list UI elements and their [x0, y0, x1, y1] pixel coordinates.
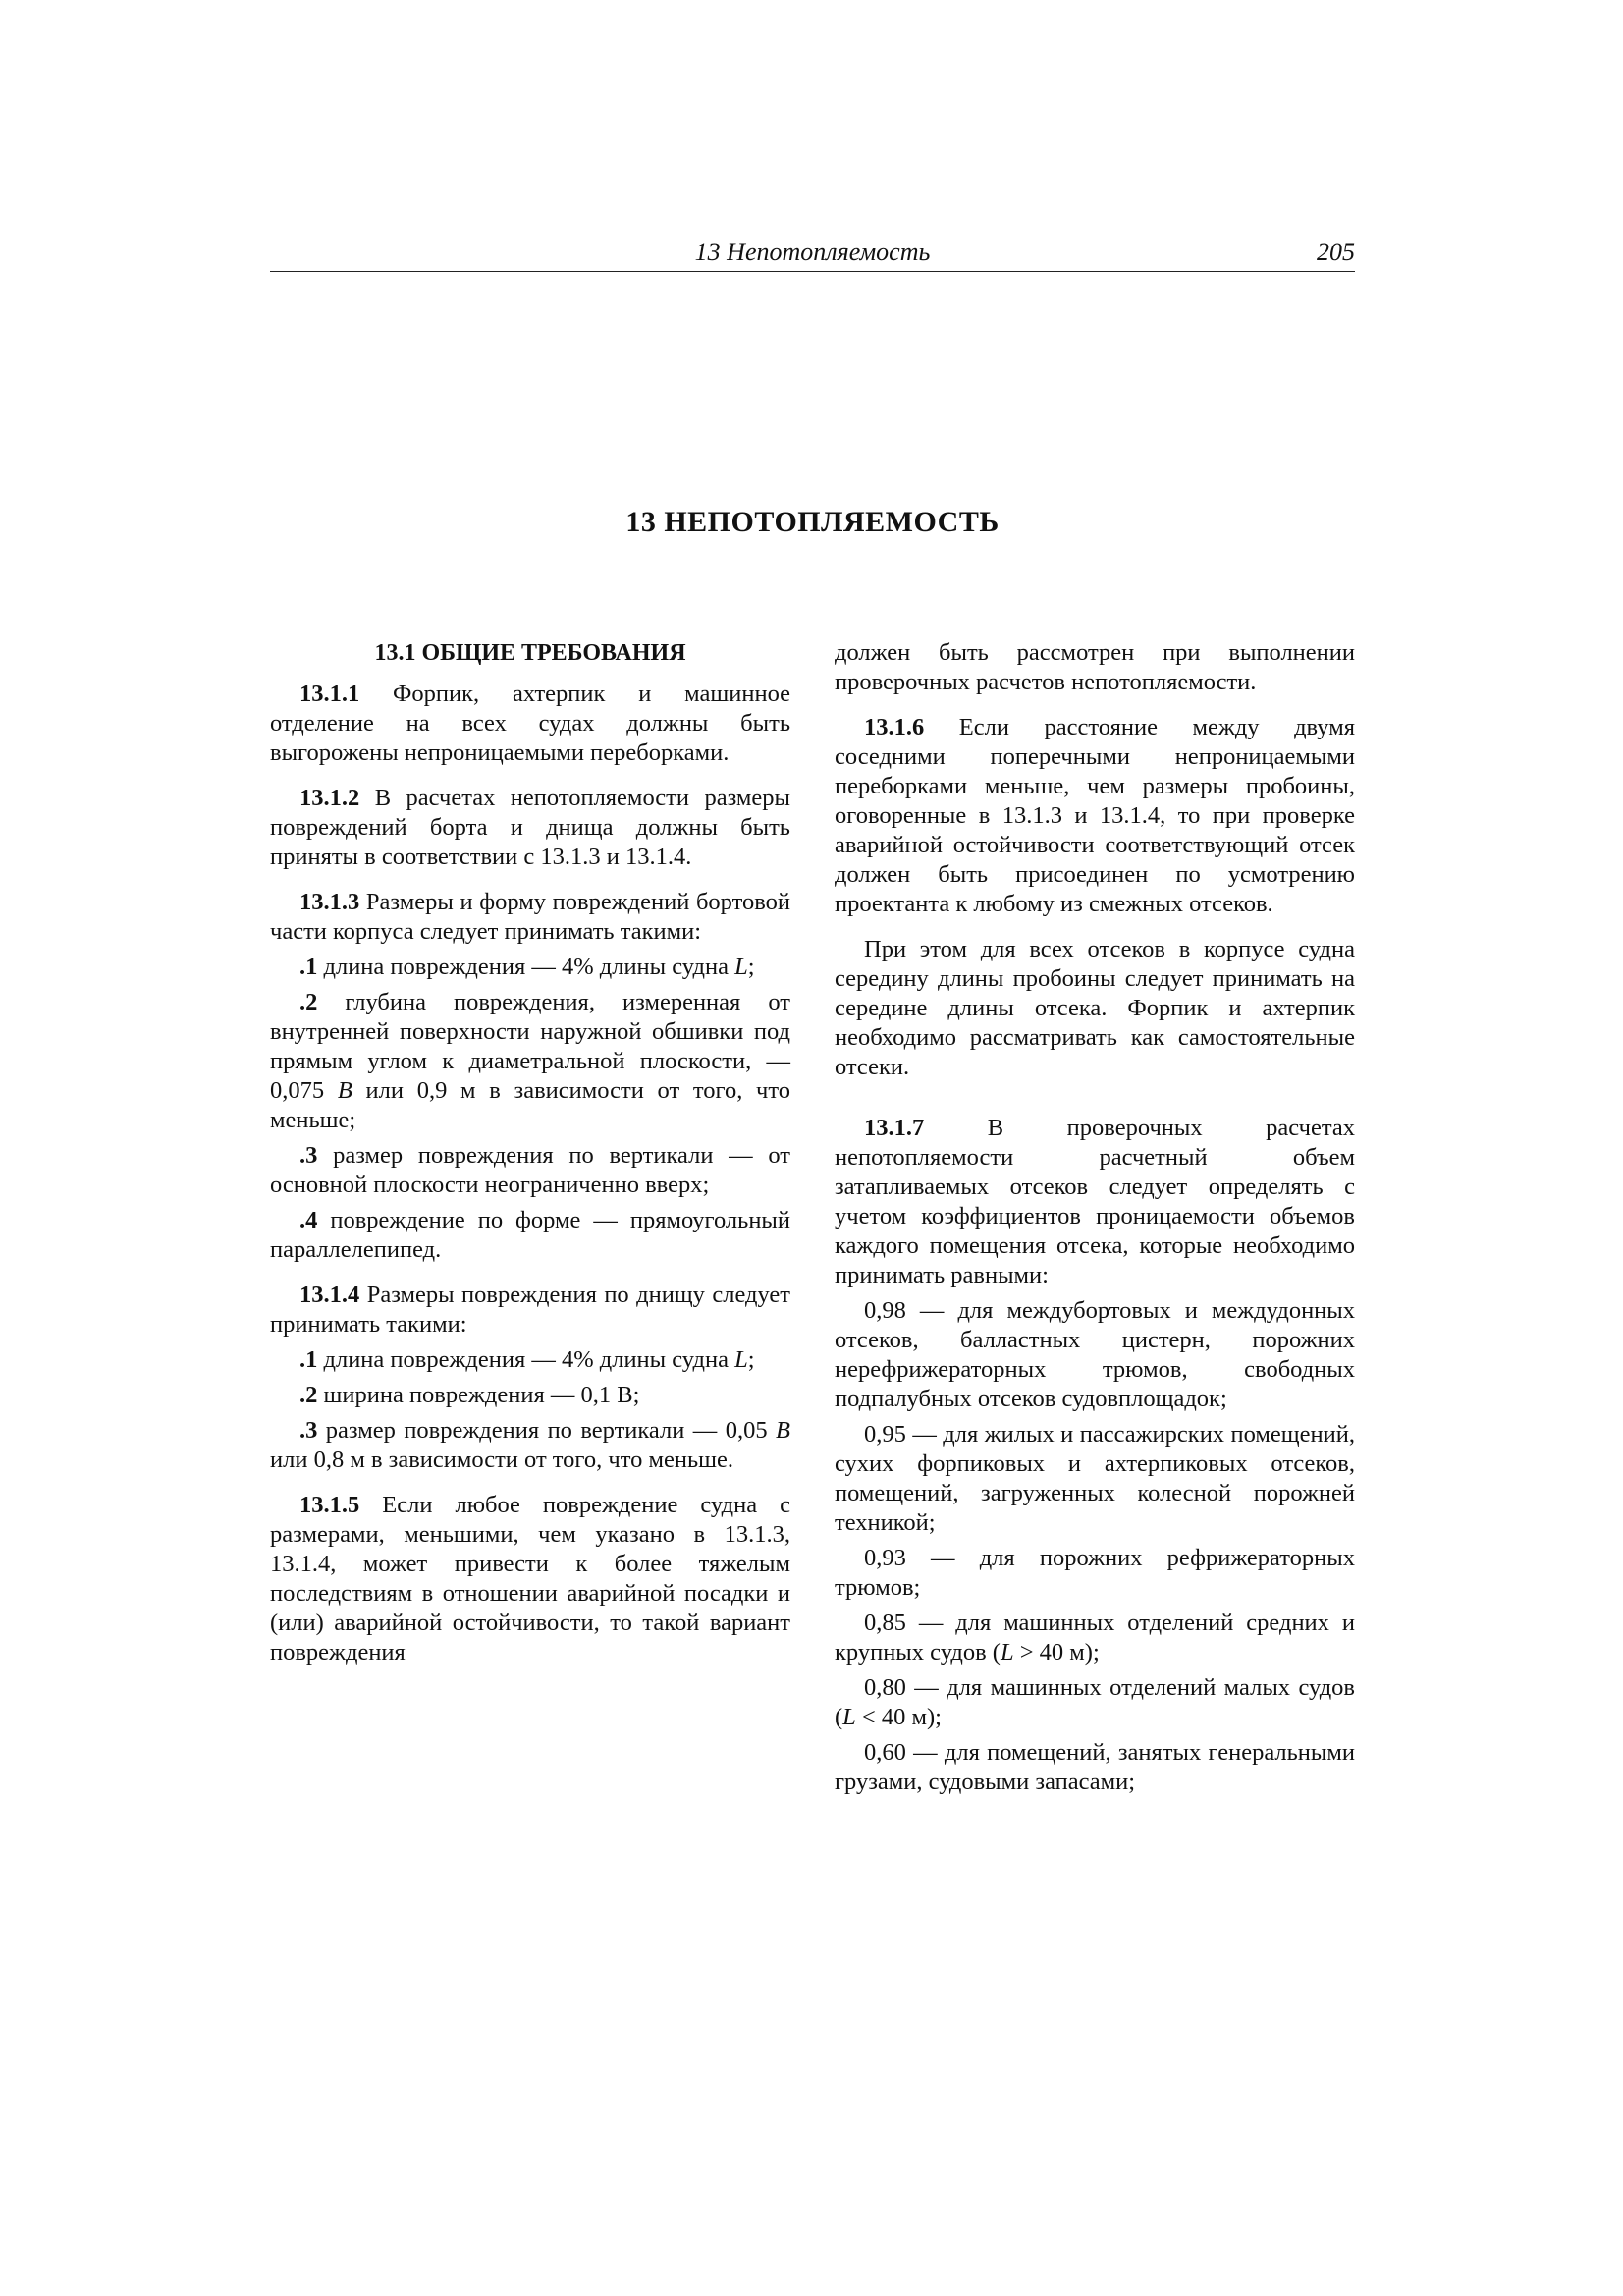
clause-number: 13.1.4	[299, 1282, 360, 1308]
item-number: .3	[299, 1417, 318, 1444]
variable-B: B	[337, 1077, 352, 1104]
coefficient-item	[835, 1673, 1355, 1732]
paragraph-13-1-6-b: При этом для всех отсеков в корпусе судна середину длины пробоины следует принимать на середине длины отсека. Форпик и ахтерпик необходимо рассматривать как самостоятельные отсеки.	[835, 936, 1355, 1080]
item-number: .2	[299, 1382, 318, 1408]
clause-text: Если любое повреждение судна с размерами, меньшими, чем указано в 13.1.3, 13.1.4, может привести к более тяжелым последствиям в отношении аварийной посадки и (или) аварийной остойчивости, то такой вариант повреждения	[270, 1492, 790, 1666]
paragraph-13-1-1	[270, 680, 790, 768]
clause-number: 13.1.3	[299, 889, 360, 915]
item-text: длина повреждения — 4% длины судна	[317, 1346, 735, 1373]
list-item-13-1-4-2	[270, 1381, 790, 1410]
item-tail: ;	[747, 1346, 755, 1373]
left-column	[270, 638, 790, 1667]
coefficient-item: 0,98 — для междубортовых и междудонных отсеков, балластных цистерн, порожних нерефрижераторных трюмов, свободных подпалубных отсеков судовплощадок;	[835, 1297, 1355, 1412]
item-text: или 0,9 м в зависимости от того, что меньше;	[270, 1077, 790, 1133]
coefficient-item: 0,95 — для жилых и пассажирских помещений, сухих форпиковых и ахтерпиковых отсеков, помещений, загруженных колесной порожней техникой;	[835, 1421, 1355, 1536]
item-text: размер повреждения по вертикали — от основной плоскости неограниченно вверх;	[270, 1142, 790, 1198]
item-tail: ;	[747, 954, 755, 980]
clause-text: Размеры повреждения по днищу следует принимать такими:	[270, 1282, 790, 1338]
coefficient-item: 0,60 — для помещений, занятых генеральными грузами, судовыми запасами;	[835, 1739, 1355, 1795]
variable-L: L	[842, 1704, 856, 1730]
right-column	[835, 638, 1355, 1797]
item-text: глубина повреждения, измеренная от внутренней поверхности наружной обшивки под прямым углом к диаметральной плоскости, — 0,075	[270, 989, 790, 1104]
clause-text: В проверочных расчетах непотопляемости расчетный объем затапливаемых отсеков следует определять с учетом коэффициентов проницаемости объемов каждого помещения отсека, которые необходимо принимать равными:	[835, 1115, 1355, 1288]
variable-B: B	[776, 1417, 790, 1444]
list-item-13-1-4-1	[270, 1345, 790, 1375]
variable-L: L	[734, 1346, 748, 1373]
coefficient-item	[835, 1609, 1355, 1667]
clause-text: Если расстояние между двумя соседними поперечными непроницаемыми переборками меньше, чем размеры пробоины, оговоренные в 13.1.3 и 13.1.4, то при проверке аварийной остойчивости соответствующий отсек должен быть присоединен по усмотрению проектанта к любому из смежных отсеков.	[835, 714, 1355, 917]
coefficient-text: < 40 м);	[855, 1704, 942, 1730]
list-item-13-1-3-1	[270, 953, 790, 982]
clause-number: 13.1.5	[299, 1492, 360, 1518]
paragraph-13-1-4	[270, 1281, 790, 1339]
running-header	[270, 238, 1355, 272]
clause-number: 13.1.7	[864, 1115, 925, 1141]
coefficient-text: > 40 м);	[1013, 1639, 1100, 1666]
paragraph-13-1-5	[270, 1491, 790, 1667]
clause-text: В расчетах непотопляемости размеры повреждений борта и днища должны быть приняты в соответствии с 13.1.3 и 13.1.4.	[270, 785, 790, 870]
list-item-13-1-3-2	[270, 988, 790, 1135]
page-number: 205	[1317, 238, 1355, 266]
item-text: или 0,8 м в зависимости от того, что меньше.	[270, 1447, 733, 1473]
item-number: .3	[299, 1142, 318, 1169]
item-text: ширина повреждения — 0,1 В;	[317, 1382, 640, 1408]
coefficient-text: 0,85 — для машинных отделений средних и крупных судов (	[835, 1610, 1355, 1666]
paragraph-13-1-3	[270, 888, 790, 947]
paragraph-13-1-6	[835, 713, 1355, 919]
chapter-title: 13 НЕПОТОПЛЯЕМОСТЬ	[625, 506, 1000, 538]
paragraph-13-1-5-continued: должен быть рассмотрен при выполнении проверочных расчетов непотопляемости.	[835, 639, 1355, 695]
item-number: .1	[299, 954, 318, 980]
clause-number: 13.1.1	[299, 681, 360, 707]
list-item-13-1-3-4	[270, 1206, 790, 1265]
coefficient-text: 0,80 — для машинных отделений малых судов (	[835, 1674, 1355, 1730]
variable-L: L	[734, 954, 748, 980]
running-title: 13 Непотопляемость	[694, 238, 931, 266]
variable-L: L	[1000, 1639, 1014, 1666]
item-number: .4	[299, 1207, 318, 1233]
paragraph-13-1-2	[270, 784, 790, 872]
paragraph-13-1-7	[835, 1114, 1355, 1290]
clause-number: 13.1.2	[299, 785, 360, 811]
item-number: .1	[299, 1346, 318, 1373]
clause-text: Форпик, ахтерпик и машинное отделение на всех судах должны быть выгорожены непроницаемыми переборками.	[270, 681, 790, 766]
item-text: повреждение по форме — прямоугольный параллелепипед.	[270, 1207, 790, 1263]
item-text: размер повреждения по вертикали — 0,05	[317, 1417, 777, 1444]
coefficient-item: 0,93 — для порожних рефрижераторных трюмов;	[835, 1545, 1355, 1601]
list-item-13-1-3-3	[270, 1141, 790, 1200]
clause-text: Размеры и форму повреждений бортовой части корпуса следует принимать такими:	[270, 889, 790, 945]
item-text: длина повреждения — 4% длины судна	[317, 954, 735, 980]
item-number: .2	[299, 989, 318, 1015]
list-item-13-1-4-3	[270, 1416, 790, 1475]
section-heading: 13.1 ОБЩИЕ ТРЕБОВАНИЯ	[374, 640, 686, 666]
clause-number: 13.1.6	[864, 714, 925, 740]
